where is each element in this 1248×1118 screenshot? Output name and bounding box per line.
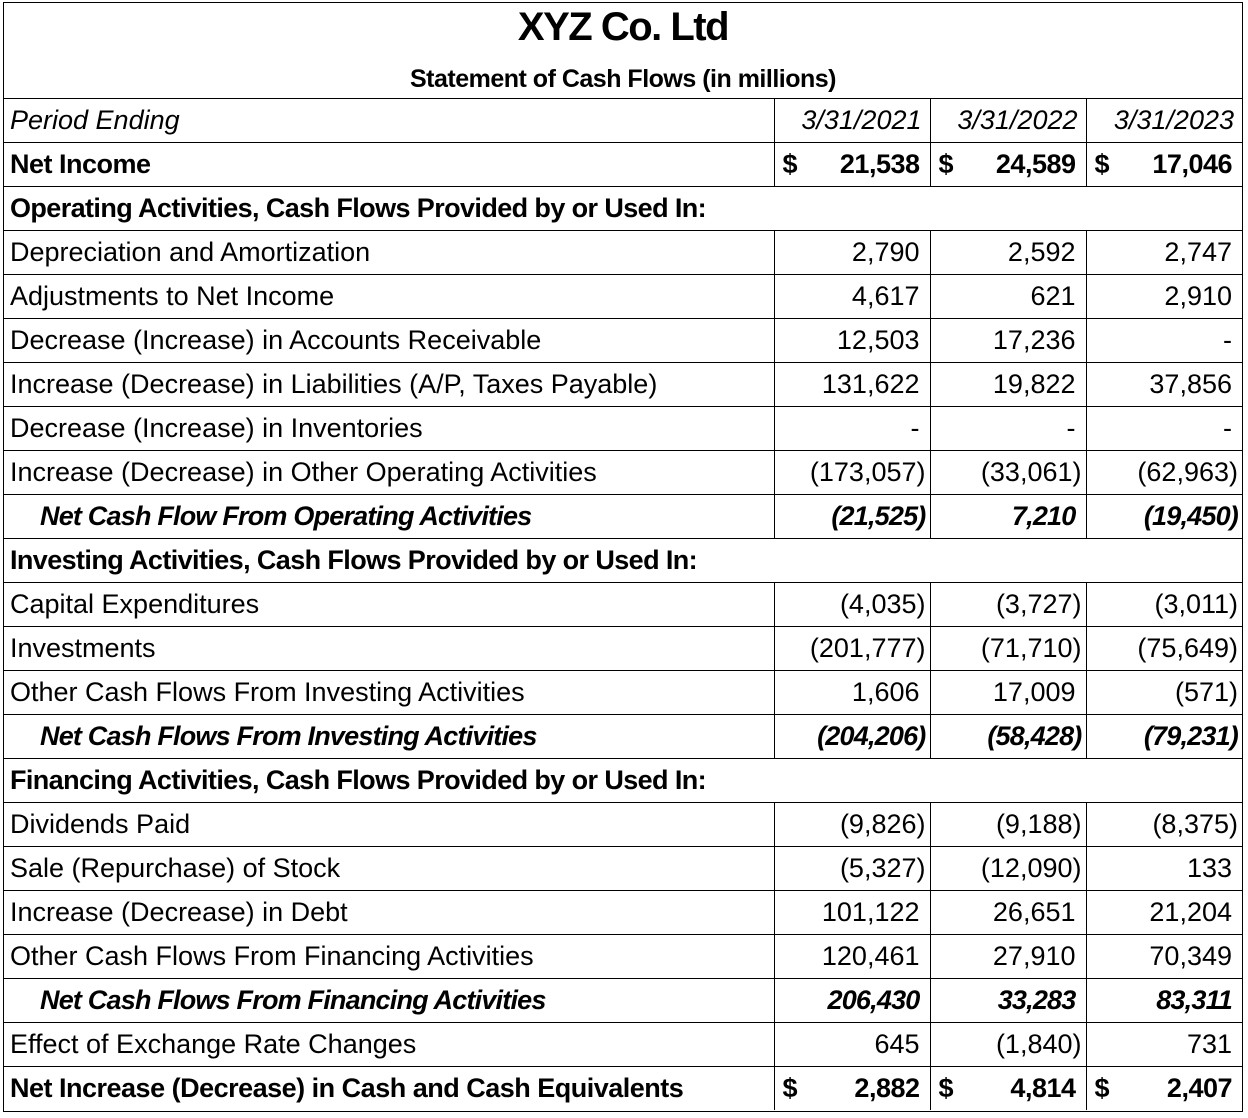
value-2023: -	[1086, 319, 1242, 363]
value-2023: (79,231)	[1086, 715, 1242, 759]
value-2023: $ 2,407	[1086, 1067, 1242, 1111]
table-row	[4, 671, 1242, 715]
period-2022: 3/31/2022	[930, 99, 1086, 143]
value-2023: (3,011)	[1086, 583, 1242, 627]
value-2021: 120,461	[774, 935, 930, 979]
value-2021: 206,430	[774, 979, 930, 1023]
section-heading: Investing Activities, Cash Flows Provided by or Used In:	[4, 539, 1242, 583]
row-label: Increase (Decrease) in Liabilities (A/P, Taxes Payable)	[4, 363, 774, 407]
value-2021: -	[774, 407, 930, 451]
value-2022: (58,428)	[930, 715, 1086, 759]
value-2021: 1,606	[774, 671, 930, 715]
table-row	[4, 231, 1242, 275]
period-2021: 3/31/2021	[774, 99, 930, 143]
statement-subtitle: Statement of Cash Flows (in millions)	[410, 65, 836, 93]
value-2021: (201,777)	[774, 627, 930, 671]
value-2023: 731	[1086, 1023, 1242, 1067]
row-label: Net Cash Flows From Investing Activities	[4, 715, 774, 759]
row-label: Decrease (Increase) in Accounts Receivable	[4, 319, 774, 363]
net-change-row	[4, 1067, 1242, 1111]
financing-total-row	[4, 979, 1242, 1023]
value-2021: $ 21,538	[774, 143, 930, 187]
value-2022: (12,090)	[930, 847, 1086, 891]
table-row	[4, 319, 1242, 363]
table-row	[4, 407, 1242, 451]
value-2022: (33,061)	[930, 451, 1086, 495]
value-2023: 2,747	[1086, 231, 1242, 275]
section-heading: Operating Activities, Cash Flows Provided by or Used In:	[4, 187, 1242, 231]
investing-section-heading	[4, 539, 1242, 583]
value-2022: $ 4,814	[930, 1067, 1086, 1111]
value-2023: 133	[1086, 847, 1242, 891]
value-2022: 7,210	[930, 495, 1086, 539]
cash-flow-table	[4, 99, 1242, 1110]
value-2022: (9,188)	[930, 803, 1086, 847]
currency-symbol: $	[1094, 1073, 1110, 1103]
value-2021: $ 2,882	[774, 1067, 930, 1111]
value-2023: (62,963)	[1086, 451, 1242, 495]
value-2021: 2,790	[774, 231, 930, 275]
value-2022: 17,236	[930, 319, 1086, 363]
currency-symbol: $	[1094, 149, 1110, 179]
value-2022: (1,840)	[930, 1023, 1086, 1067]
row-label: Other Cash Flows From Financing Activities	[4, 935, 774, 979]
value-2021: (9,826)	[774, 803, 930, 847]
value-2021: (5,327)	[774, 847, 930, 891]
row-label: Other Cash Flows From Investing Activities	[4, 671, 774, 715]
row-label: Net Cash Flows From Financing Activities	[4, 979, 774, 1023]
row-label: Net Increase (Decrease) in Cash and Cash Equivalents	[10, 1073, 684, 1103]
value-2023: 83,311	[1086, 979, 1242, 1023]
row-label: Decrease (Increase) in Inventories	[4, 407, 774, 451]
title-block	[4, 3, 1242, 99]
table-row	[4, 935, 1242, 979]
period-ending-label: Period Ending	[4, 99, 774, 143]
row-label: Adjustments to Net Income	[4, 275, 774, 319]
value-2022: 621	[930, 275, 1086, 319]
value-2023: 70,349	[1086, 935, 1242, 979]
table-row	[4, 627, 1242, 671]
section-heading: Financing Activities, Cash Flows Provided by or Used In:	[4, 759, 1242, 803]
value-2021: (204,206)	[774, 715, 930, 759]
row-label: Increase (Decrease) in Debt	[4, 891, 774, 935]
row-label: Investments	[4, 627, 774, 671]
table-row	[4, 451, 1242, 495]
value-2022: 27,910	[930, 935, 1086, 979]
period-header-row	[4, 99, 1242, 143]
statement-title: XYZ Co. Ltd	[517, 5, 729, 49]
operating-section-heading	[4, 187, 1242, 231]
value-2021: 645	[774, 1023, 930, 1067]
currency-symbol: $	[782, 149, 798, 179]
value-2023: 2,910	[1086, 275, 1242, 319]
financing-section-heading	[4, 759, 1242, 803]
row-label: Dividends Paid	[4, 803, 774, 847]
investing-total-row	[4, 715, 1242, 759]
operating-total-row	[4, 495, 1242, 539]
row-label: Net Income	[4, 143, 774, 187]
value-2022: 2,592	[930, 231, 1086, 275]
cash-flow-statement	[3, 2, 1243, 1112]
value-2023: $ 17,046	[1086, 143, 1242, 187]
period-2023: 3/31/2023	[1086, 99, 1242, 143]
value-2021: (173,057)	[774, 451, 930, 495]
value-2021: (4,035)	[774, 583, 930, 627]
value-2023: -	[1086, 407, 1242, 451]
row-label: Sale (Repurchase) of Stock	[4, 847, 774, 891]
value-2023: (75,649)	[1086, 627, 1242, 671]
currency-symbol: $	[938, 149, 954, 179]
value-2023: 37,856	[1086, 363, 1242, 407]
row-label: Capital Expenditures	[4, 583, 774, 627]
value-2021: 101,122	[774, 891, 930, 935]
value-2022: 19,822	[930, 363, 1086, 407]
table-row	[4, 891, 1242, 935]
value-2021: 131,622	[774, 363, 930, 407]
value-2021: 4,617	[774, 275, 930, 319]
value-2022: $ 24,589	[930, 143, 1086, 187]
table-row	[4, 275, 1242, 319]
value-2023: (571)	[1086, 671, 1242, 715]
net-income-row	[4, 143, 1242, 187]
value-2022: -	[930, 407, 1086, 451]
value-2023: (8,375)	[1086, 803, 1242, 847]
currency-symbol: $	[782, 1073, 798, 1103]
row-label: Increase (Decrease) in Other Operating Activities	[4, 451, 774, 495]
table-row	[4, 583, 1242, 627]
value-2021: 12,503	[774, 319, 930, 363]
value-2021: (21,525)	[774, 495, 930, 539]
value-2023: (19,450)	[1086, 495, 1242, 539]
row-label: Depreciation and Amortization	[4, 231, 774, 275]
row-label: Effect of Exchange Rate Changes	[4, 1023, 774, 1067]
table-row	[4, 847, 1242, 891]
table-row	[4, 363, 1242, 407]
value-2022: (71,710)	[930, 627, 1086, 671]
currency-symbol: $	[938, 1073, 954, 1103]
exchange-rate-row	[4, 1023, 1242, 1067]
table-row	[4, 803, 1242, 847]
value-2022: 26,651	[930, 891, 1086, 935]
row-label: Net Cash Flow From Operating Activities	[4, 495, 774, 539]
value-2022: 17,009	[930, 671, 1086, 715]
value-2023: 21,204	[1086, 891, 1242, 935]
value-2022: (3,727)	[930, 583, 1086, 627]
value-2022: 33,283	[930, 979, 1086, 1023]
